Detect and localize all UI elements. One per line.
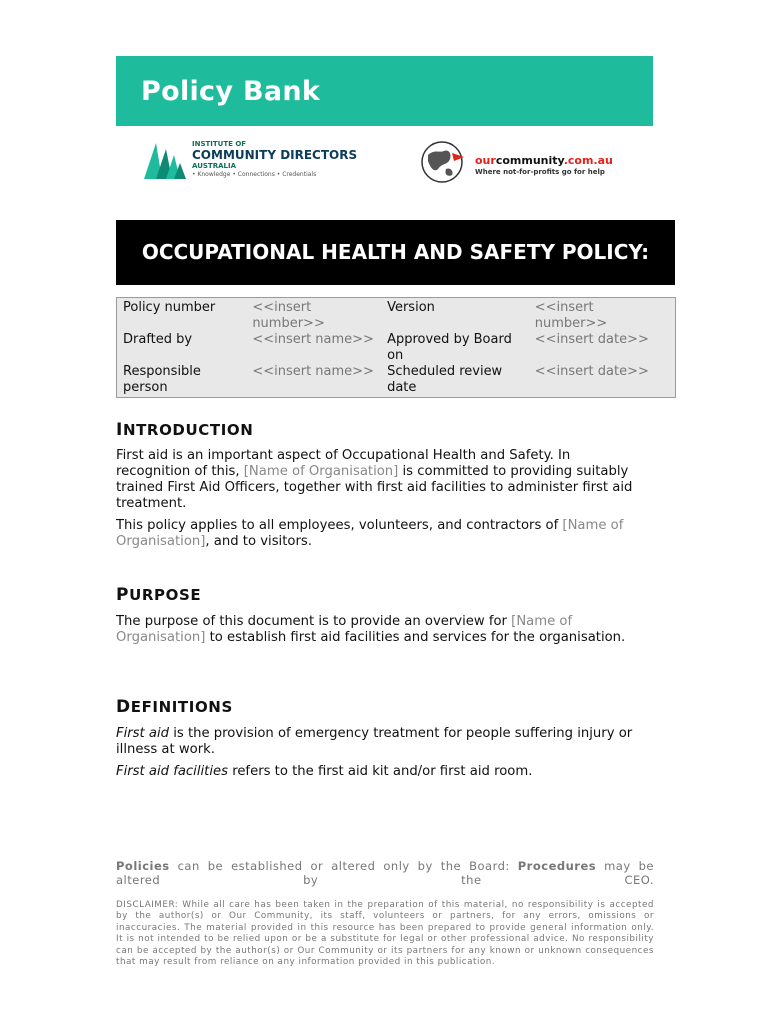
heading-initial: I <box>116 420 123 440</box>
text: The purpose of this document is to provide an overview for <box>116 614 512 629</box>
heading-rest: NTRODUCTION <box>122 421 254 439</box>
text: refers to the first aid kit and/or first aid room. <box>228 764 533 779</box>
banner-title: Policy Bank <box>141 75 321 107</box>
disclaimer: DISCLAIMER: While all care has been taken in the preparation of this material, no responsibility is accepted by the author(s) or Our Community, its staff, volunteers or partners, for any errors, omissions or inaccuracies. The material provided in this resource has been prepared to provide general information only. It is not intended to be relied upon or be a substitute for legal or other professional advice. No responsibility can be accepted by the author(s) or Our Community or its partners for any known or unknown consequences that may result from reliance on any information provided in this publication. <box>116 900 654 968</box>
definitions-heading <box>116 697 233 717</box>
meta-row <box>117 364 676 398</box>
procedures-bold: Procedures <box>517 859 597 873</box>
url-part-our: our <box>475 154 496 167</box>
org-placeholder: [Name of Organisation] <box>116 518 624 549</box>
org-placeholder: [Name of Organisation] <box>116 614 573 645</box>
text: may be altered by the CEO. <box>116 859 654 887</box>
responsible-value: <<insert name>> <box>252 364 374 379</box>
text: to establish first aid facilities and services for the organisation. <box>205 630 626 645</box>
review-label: Scheduled review date <box>387 364 503 395</box>
definition-first-aid <box>116 726 636 758</box>
policy-title-box <box>116 220 675 285</box>
icd-logo <box>142 135 362 185</box>
meta-row <box>117 298 676 333</box>
icd-mountain-icon <box>142 135 188 181</box>
term: First aid facilities <box>116 764 228 779</box>
heading-rest: URPOSE <box>129 586 202 604</box>
policy-title: OCCUPATIONAL HEALTH AND SAFETY POLICY: <box>141 240 650 264</box>
org-placeholder: [Name of Organisation] <box>243 464 399 479</box>
policies-bold: Policies <box>116 859 170 873</box>
governance-note <box>116 859 654 887</box>
policy-bank-banner <box>116 56 653 126</box>
meta-row <box>117 332 676 364</box>
text: First aid is an important aspect of Occupational Health and Safety. In recognition of this, <box>116 448 571 479</box>
policy-number-label: Policy number <box>123 300 216 315</box>
approved-label: Approved by Board on <box>387 332 512 363</box>
text: This policy applies to all employees, volunteers, and contractors of <box>116 518 563 533</box>
text: is committed to providing suitably trained First Aid Officers, together with first aid facilities to administer first aid treatment. <box>116 464 633 511</box>
icd-line3: AUSTRALIA <box>192 162 236 170</box>
purpose-paragraph <box>116 614 636 646</box>
ourcommunity-url <box>475 154 613 167</box>
policy-number-value: <<insert number>> <box>252 300 325 331</box>
heading-initial: D <box>116 697 131 717</box>
globe-icon <box>418 139 468 185</box>
version-label: Version <box>387 300 435 315</box>
icd-line2: COMMUNITY DIRECTORS <box>192 148 358 162</box>
purpose-heading <box>116 585 201 605</box>
version-value: <<insert number>> <box>534 300 608 331</box>
icd-line1: INSTITUTE OF <box>192 140 247 148</box>
icd-line4: • Knowledge • Connections • Credentials <box>192 171 317 178</box>
ourcommunity-tagline: Where not-for-profits go for help <box>475 168 605 176</box>
policy-meta-table <box>116 297 676 398</box>
review-value: <<insert date>> <box>534 364 649 379</box>
drafted-by-value: <<insert name>> <box>252 332 374 347</box>
introduction-paragraph-2 <box>116 518 636 550</box>
text: can be established or altered only by the Board: <box>169 859 518 873</box>
text: is the provision of emergency treatment for people suffering injury or illness at work. <box>116 726 633 757</box>
url-part-community: community <box>495 154 564 167</box>
term: First aid <box>116 726 170 741</box>
definition-first-aid-facilities <box>116 764 636 780</box>
url-part-domain: .com.au <box>563 154 613 167</box>
approved-value: <<insert date>> <box>534 332 649 347</box>
heading-rest: EFINITIONS <box>130 698 233 716</box>
introduction-paragraph-1 <box>116 448 636 512</box>
ourcommunity-logo <box>418 139 638 185</box>
introduction-heading <box>116 420 253 440</box>
text: , and to visitors. <box>205 534 312 549</box>
responsible-label: Responsible person <box>123 364 201 395</box>
drafted-by-label: Drafted by <box>123 332 193 347</box>
heading-initial: P <box>116 585 130 605</box>
